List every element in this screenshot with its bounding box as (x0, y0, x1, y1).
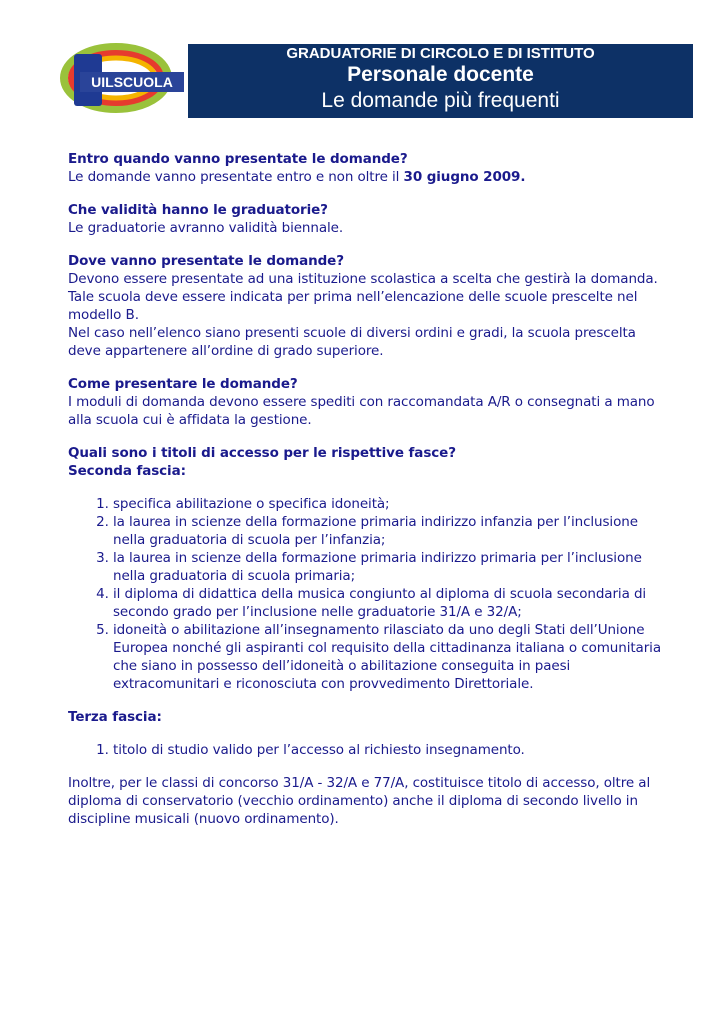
list-item: 2. la laurea in scienze della formazione primaria indirizzo infanzia per l’inclusione nella graduatoria di scuola per l’infanzia; (113, 513, 668, 549)
faq-2 (68, 201, 668, 237)
header-title: GRADUATORIE DI CIRCOLO E DI ISTITUTO (286, 45, 595, 62)
list-item: 1. specifica abilitazione o specifica idoneità; (113, 495, 668, 513)
seconda-fascia-list (68, 495, 668, 693)
logo-text: UILSCUOLA (91, 74, 173, 90)
answer-1-text: Le domande vanno presentate entro e non oltre il (68, 169, 404, 185)
faq-5 (68, 444, 668, 480)
answer-4: I moduli di domanda devono essere spediti con raccomandata A/R o consegnati a mano alla scuola cui è affidata la gestione. (68, 394, 655, 428)
question-1: Entro quando vanno presentate le domande? (68, 151, 408, 167)
answer-3-part-1: Devono essere presentate ad una istituzione scolastica a scelta che gestirà la domanda. Tale scuola deve essere indicata per prima nell’elencazione delle scuole prescelte nel modello B. (68, 271, 658, 323)
question-2: Che validità hanno le graduatorie? (68, 202, 328, 218)
terza-fascia-list (68, 741, 668, 759)
faq-4 (68, 375, 668, 429)
faq-1 (68, 150, 668, 186)
list-item: 5. idoneità o abilitazione all’insegnamento rilasciato da uno degli Stati dell’Unione Europea nonché gli aspiranti col requisito della cittadinanza italiana o comunitaria che siano in possesso dell’idoneità o abilitazione conseguita in paesi extracomunitari e riconosciuta con provvedimento Direttoriale. (113, 621, 668, 693)
list-item: 3. la laurea in scienze della formazione primaria indirizzo primaria per l’inclusione nella graduatoria di scuola primaria; (113, 549, 668, 585)
inoltre-paragraph: Inoltre, per le classi di concorso 31/A - 32/A e 77/A, costituisce titolo di accesso, oltre al diploma di conservatorio (vecchio ordinamento) anche il diploma di secondo livello in discipline musicali (nuovo ordinamento). (68, 775, 651, 827)
terza-fascia-title: Terza fascia: (68, 709, 162, 725)
list-item: 1. titolo di studio valido per l’accesso al richiesto insegnamento. (113, 741, 668, 759)
answer-1-date: 30 giugno 2009. (403, 169, 526, 185)
answer-2: Le graduatorie avranno validità biennale. (68, 220, 344, 236)
header-subtitle: Personale docente (347, 63, 534, 86)
list-item: 4. il diploma di didattica della musica congiunto al diploma di scuola secondaria di secondo grado per l’inclusione nelle graduatorie 31/A e 32/A; (113, 585, 668, 621)
question-3: Dove vanno presentate le domande? (68, 253, 344, 269)
header-tagline: Le domande più frequenti (321, 89, 560, 112)
faq-content (68, 150, 668, 843)
uil-scuola-logo (60, 42, 184, 118)
answer-3-part-2: Nel caso nell’elenco siano presenti scuole di diversi ordini e gradi, la scuola prescelta deve appartenere all’ordine di grado superiore. (68, 325, 636, 359)
question-4: Come presentare le domande? (68, 376, 298, 392)
header-banner (188, 44, 693, 118)
question-5: Quali sono i titoli di accesso per le rispettive fasce? (68, 445, 456, 461)
faq-3 (68, 252, 668, 360)
seconda-fascia-title: Seconda fascia: (68, 463, 186, 479)
